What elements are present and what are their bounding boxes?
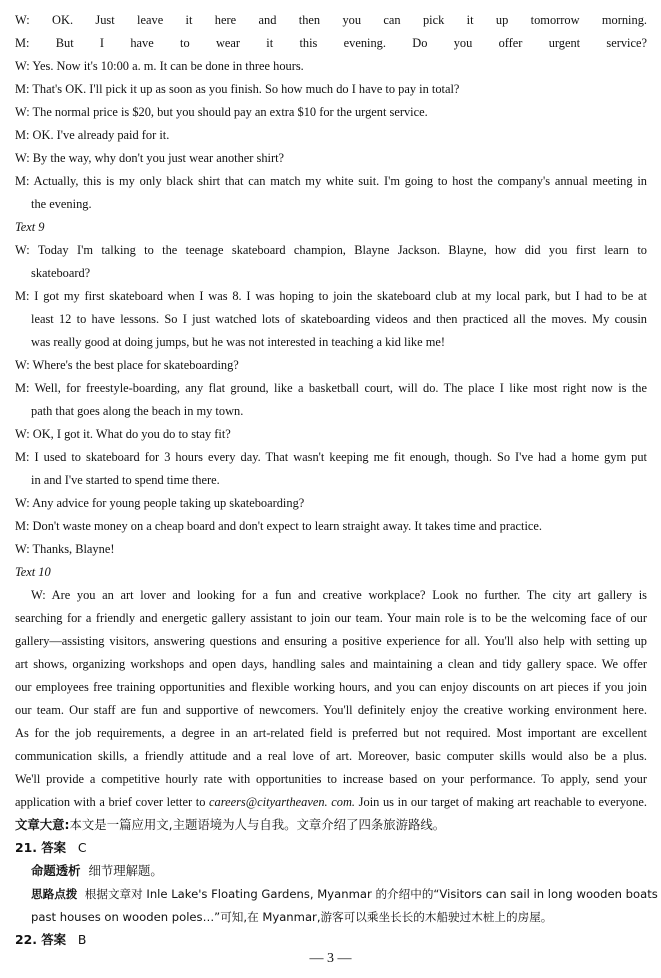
paragraph-line: We'll provide a competitive hourly rate with opportunities to increase based on your performance. To apply, send your bbox=[15, 772, 647, 786]
dialogue-line-cont: in and I've started to spend time there. bbox=[31, 473, 220, 487]
answer-letter: B bbox=[77, 932, 87, 947]
email-address: careers@cityartheaven. com. bbox=[209, 795, 356, 809]
hint-text-cont: past houses on wooden poles…”可知,在 Myanmar,游客可以乘坐长长的木船驶过木桩上的房屋。 bbox=[31, 910, 553, 924]
dialogue-line: W: By the way, why don't you just wear another shirt? bbox=[15, 151, 285, 165]
page-number: — 3 — bbox=[309, 951, 352, 966]
dialogue-line: M: I used to skateboard for 3 hours every day. That wasn't keeping me fit enough, though. So I've had a home gym put bbox=[15, 450, 647, 464]
section-heading-text10: Text 10 bbox=[15, 565, 51, 579]
dialogue-line: M: I got my first skateboard when I was 8. I was hoping to join the skateboard club at my local park, but I had to be at bbox=[15, 289, 647, 303]
question-type bbox=[31, 860, 163, 883]
question-number: 22. 答案 bbox=[15, 932, 67, 947]
solution-hint bbox=[31, 883, 658, 906]
summary-text: 本文是一篇应用文,主题语境为人与自我。文章介绍了四条旅游路线。 bbox=[69, 817, 446, 832]
dialogue-line: M: OK. I've already paid for it. bbox=[15, 128, 170, 142]
summary-label: 文章大意: bbox=[15, 817, 70, 832]
question-number: 21. 答案 bbox=[15, 840, 67, 855]
question-21-answer bbox=[15, 837, 87, 860]
article-summary bbox=[15, 814, 445, 837]
type-text: 细节理解题。 bbox=[88, 863, 163, 878]
dialogue-line: M: Actually, this is my only black shirt that can match my white suit. I'm going to host the company's annual meeting in bbox=[15, 174, 647, 188]
paragraph-line: our team. Our staff are fun and supportive of newcomers. You'll definitely enjoy the creative working environment here. bbox=[15, 703, 647, 717]
dialogue-line: W: Today I'm talking to the teenage skateboard champion, Blayne Jackson. Blayne, how did you first learn to bbox=[15, 243, 647, 257]
dialogue-line-cont: least 12 to have lessons. So I just watched lots of skateboarding videos and then practiced all the moves. My cousin bbox=[31, 312, 647, 326]
dialogue-line: W: Thanks, Blayne! bbox=[15, 542, 115, 556]
dialogue-line: W: Any advice for young people taking up skateboarding? bbox=[15, 496, 305, 510]
paragraph-line: searching for a friendly and energetic gallery assistant to join our team. Your main role is to be the welcoming face of our bbox=[15, 611, 647, 625]
dialogue-line: M: But I have to wear it this evening. Do you offer urgent service? bbox=[15, 36, 647, 50]
type-label: 命题透析 bbox=[31, 863, 81, 878]
paragraph-line: gallery—assisting visitors, answering questions and ensuring a positive experience for all. You'll also help with setting up bbox=[15, 634, 647, 648]
dialogue-line: W: OK. Just leave it here and then you can pick it up tomorrow morning. bbox=[15, 13, 647, 27]
hint-label: 思路点拨 bbox=[31, 887, 78, 901]
section-heading-text9: Text 9 bbox=[15, 220, 45, 234]
paragraph-line: art shows, organizing workshops and open days, handling sales and maintaining a clean and tidy gallery space. We offer bbox=[15, 657, 647, 671]
paragraph-line: As for the job requirements, a degree in an art-related field is preferred but not required. Most important are excellent bbox=[15, 726, 647, 740]
answer-letter: C bbox=[77, 840, 87, 855]
dialogue-line: W: OK, I got it. What do you do to stay fit? bbox=[15, 427, 231, 441]
dialogue-line-cont: path that goes along the beach in my town. bbox=[31, 404, 244, 418]
paragraph-line: W: Are you an art lover and looking for a fun and creative workplace? Look no further. The city art gallery is bbox=[31, 588, 647, 602]
paragraph-text: application with a brief cover letter to bbox=[15, 795, 210, 809]
dialogue-line: M: Don't waste money on a cheap board and don't expect to learn straight away. It takes time and practice. bbox=[15, 519, 542, 533]
paragraph-line bbox=[15, 791, 647, 814]
dialogue-line: M: Well, for freestyle-boarding, any flat ground, like a basketball court, will do. The place I like most right now is the bbox=[15, 381, 647, 395]
dialogue-line-cont: was really good at doing jumps, but he was not interested in teaching a kid like me! bbox=[31, 335, 445, 349]
paragraph-line: our employees free training opportunities and flexible working hours, and you can enjoy discounts on art pieces if you join bbox=[15, 680, 647, 694]
dialogue-line-cont: skateboard? bbox=[31, 266, 91, 280]
dialogue-line: W: Where's the best place for skateboarding? bbox=[15, 358, 239, 372]
dialogue-line-cont: the evening. bbox=[31, 197, 92, 211]
paragraph-line: communication skills, a friendly attitude and a real love of art. Moreover, basic computer skills would also be a plus. bbox=[15, 749, 647, 763]
dialogue-line: M: That's OK. I'll pick it up as soon as you finish. So how much do I have to pay in total? bbox=[15, 82, 460, 96]
dialogue-line: W: Yes. Now it's 10:00 a. m. It can be done in three hours. bbox=[15, 59, 304, 73]
hint-text: 根据文章对 Inle Lake's Floating Gardens, Myanmar 的介绍中的“Visitors can sail in long wooden boats bbox=[84, 887, 658, 901]
dialogue-line: W: The normal price is $20, but you should pay an extra $10 for the urgent service. bbox=[15, 105, 428, 119]
paragraph-text: Join us in our target of making art reachable to everyone. bbox=[355, 795, 648, 809]
